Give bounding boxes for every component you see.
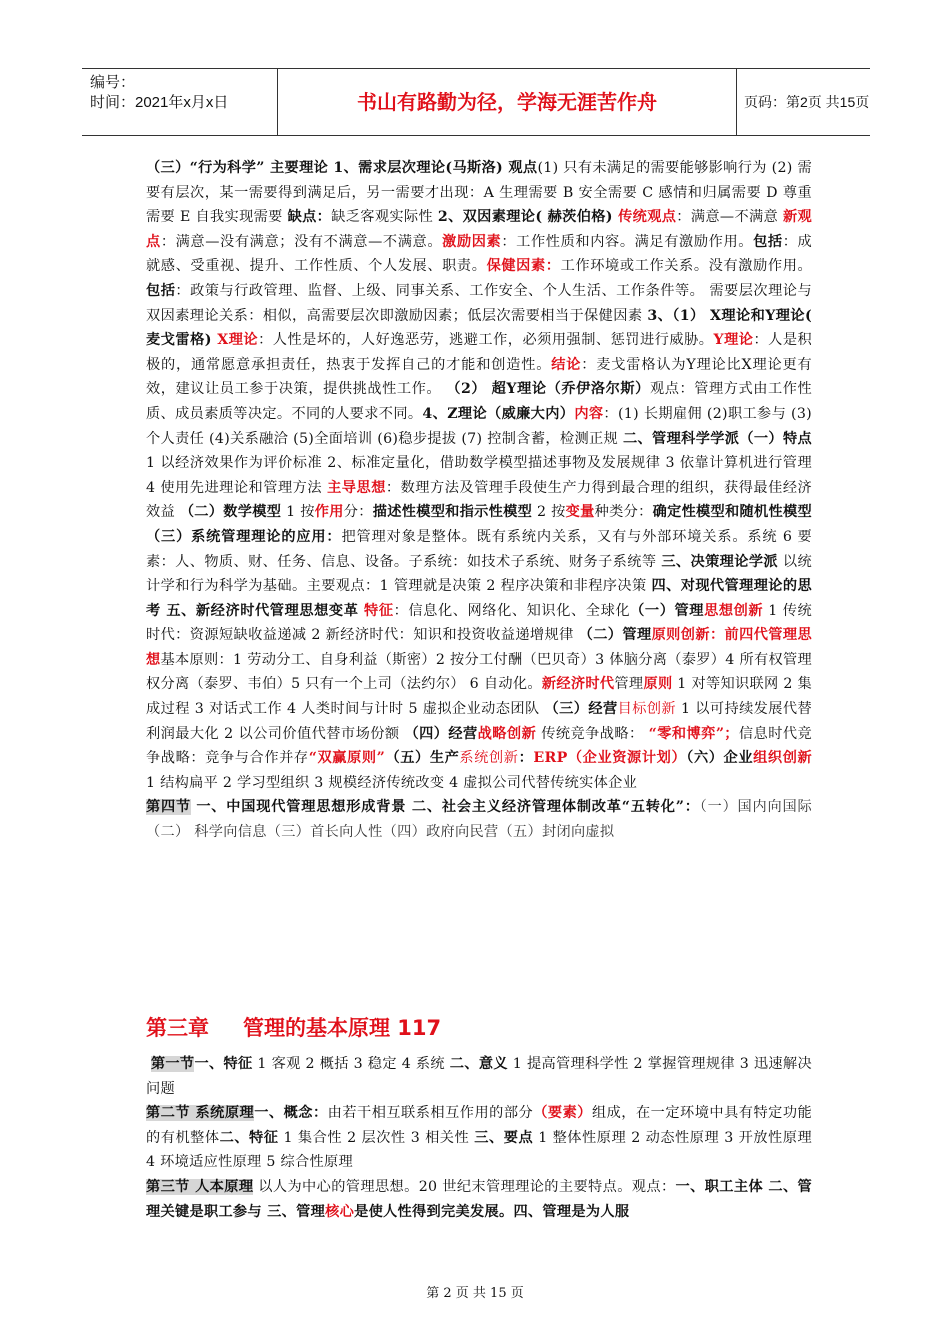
label-motivators: 激励因素: [442, 233, 502, 250]
heading-management-science: 二、管理科学学派（一）特点: [622, 430, 812, 447]
text: ：满意—不满意: [676, 209, 783, 226]
text: 1 集合性 2 层次性 3 相关性: [278, 1129, 475, 1146]
label-new-economy-era: 新经济时代: [541, 676, 615, 693]
bold-text: 一、职工主体 二、管理关键是职工参与 三、管理: [146, 1178, 813, 1220]
label-elements: （要素）: [533, 1105, 592, 1122]
heading-xy-theory: 3、（1） X理论和Y理论( 麦戈雷格): [146, 307, 812, 349]
heading-maslow: （三）“行为科学” 主要理论 1、需求层次理论(马斯洛) 观点: [146, 160, 538, 176]
text: 基本原则：1 劳动分工、自身利益（斯密）2 按分工付酬（巴贝奇）3 体脑分离（泰罗）4 所有权管理权分离（泰罗、韦伯）5 只有一个上司（法约尔） 6 自动化。: [146, 651, 812, 693]
heading-super-y: （2） 超Y理论（乔伊洛尔斯）: [446, 381, 650, 398]
label-erp: ERP（企业资源计划）: [533, 750, 687, 767]
text: 1 以经济效果作为评价标准 2、标准定量化，借助数学模型描述事物及发展规律 3 依靠计算机进行管理 4 使用先进理论和管理方法: [146, 455, 812, 496]
text: 种类分：: [594, 504, 653, 521]
paragraph-section4: [146, 795, 812, 844]
paragraph-section3: [146, 1175, 812, 1224]
text: ：数理方法及管理手段使生产力得到最合理的组织，获得最佳经济效益: [146, 479, 813, 521]
text: 组成，在一定环境中具有特定功能的有机整体: [146, 1105, 812, 1146]
text: 1 提高管理科学性 2 掌握管理规律 3 迅速解决问题: [146, 1056, 812, 1097]
bold-text: （一）管理: [630, 602, 705, 619]
heading-system-theory: 确定性模型和随机性模型（三）系统管理理论的应用：: [146, 504, 812, 545]
label-principle: 原则: [643, 676, 673, 693]
text: 1 对等知识联网 2 集成过程 3 对话式工作 4 人类时间与计时 5 虚拟企业动态团队: [146, 676, 812, 718]
label-includes: 包括: [753, 233, 783, 250]
heading-herzberg: 2、双因素理论( 赫茨伯格): [437, 209, 619, 226]
label-thought-innovation: 思想创新: [704, 602, 764, 619]
text: 以统计学和行为科学为基础。主要观点：1 管理就是决策 2 程序决策和非程序决策: [146, 553, 812, 595]
text: 1 结构扁平 2 学习型组织 3 规模经济传统改变 4 虚拟公司代替传统实体企业: [146, 774, 638, 791]
text: 1 整体性原理 2 动态性原理 3 开放性原理 4 环境适应性原理 5 综合性原理: [146, 1129, 812, 1171]
bold-text: （六）企业: [686, 750, 754, 767]
heading-z-theory: 4、Z理论（威廉大内）: [422, 405, 575, 422]
heading-concept: 一、概念：: [254, 1105, 328, 1122]
label-core: 核心: [325, 1203, 355, 1220]
text: ：满意—没有满意；没有不满意—不满意。: [160, 233, 443, 250]
text: ：人是积极的，通常愿意承担责任，热衷于发挥自己的才能和创造性。: [146, 332, 813, 373]
header-page-label: 页码：第2页 共15页: [744, 94, 870, 110]
heading-math-model: （二）数学模型: [179, 504, 282, 521]
label-function: 作用: [314, 504, 344, 521]
header-meta: [82, 69, 278, 135]
text: 观点：管理方式由工作性质、成员素质等决定。不同的人要求不同。: [146, 381, 813, 422]
header-motto: 书山有路勤为径，学海无涯苦作舟: [278, 69, 737, 135]
heading-features: 一、特征: [194, 1056, 253, 1072]
heading-new-economy: 四、对现代管理理论的思考 五、新经济时代管理思想变革: [146, 578, 812, 619]
text: (1) 只有未满足的需要能够影响行为 (2) 需要有层次，某一需要得到满足后，另一需要才出现：A 生理需要 B 安全需要 C 感情和归属需要 D 尊重需要 E 自我实现需要: [146, 160, 812, 226]
text: ：人性是坏的，人好逸恶劳，逃避工作，必须用强制、惩罚进行威胁。: [258, 332, 714, 349]
label-includes: 包括: [146, 282, 176, 299]
label-new-view: 新观点: [146, 209, 812, 250]
paragraph-behavioral: [146, 156, 812, 795]
section-label-2: 第二节 系统原理: [146, 1105, 255, 1122]
label-content: 内容: [574, 405, 604, 422]
text: 1 客观 2 概括 3 稳定 4 系统: [252, 1056, 450, 1072]
page-footer: 第 2 页 共 15 页: [426, 1286, 524, 1301]
bold-text: （二）管理: [578, 627, 652, 644]
text: 管理: [614, 676, 644, 693]
section-label-1: 第一节: [150, 1056, 195, 1072]
heading-china-management: 一、中国现代管理思想形成背景 二、社会主义经济管理体制改革“五转化”：: [196, 799, 700, 816]
chapter-heading: [146, 1012, 441, 1042]
chapter-title: 管理的基本原理 117: [243, 1016, 442, 1040]
section-label-4: 第四节: [146, 799, 191, 816]
text: 信息时代竞争战略：竞争与合作并存: [146, 725, 812, 767]
label-hygiene: 保健因素：: [486, 258, 561, 275]
bold-text: （五）生产: [385, 750, 460, 767]
label-variable: 变量: [565, 504, 595, 521]
bold-text: （四）经营: [404, 725, 478, 742]
header-date-label: 时间：2021年x月x日: [90, 94, 229, 111]
text: 把管理对象是整体。既有系统内关系，又有与外部环境关系。系统 6 要素：人、物质、财、任务、信息、设备。子系统：如技术子系统、财务子系统等: [146, 528, 812, 570]
text: 1 传统时代：资源短缺收益递减 2 新经济时代：知识和投资收益递增规律: [146, 602, 813, 644]
text: ：: [518, 750, 534, 767]
page-header: [82, 68, 870, 136]
text: ：工作性质和内容。满足有激励作用。: [501, 233, 754, 250]
bold-text: （三）经营: [544, 701, 618, 718]
label-win-win: “双赢原则”: [308, 750, 386, 767]
text: ：信息化、网络化、知识化、全球化: [393, 602, 631, 619]
label-strategy-innovation: 战略创新: [477, 725, 537, 742]
label-traditional-view: 传统观点: [618, 209, 677, 226]
text: 1 以可持续发展代替利润最大化 2 以公司价值代替市场份额: [146, 701, 812, 742]
bold-text: 是使人性得到完美发展。四、管理是为人服: [354, 1203, 630, 1220]
text: 传统竞争战略：: [536, 725, 649, 742]
text: 由若干相互联系相互作用的部分: [327, 1105, 534, 1122]
section-label-3: 第三节 人本原理: [146, 1178, 254, 1195]
header-number-label: 编号：: [90, 74, 136, 91]
paragraph-section1: [146, 1052, 812, 1101]
text: ：(1) 长期雇佣 (2)职工参与 (3)个人责任 (4)关系融洽 (5)全面培训 (6)稳步提拔 (7) 控制含蓄，检测正规: [146, 405, 813, 447]
text: 分：: [343, 504, 373, 521]
text: 1 按: [281, 504, 315, 521]
text: ：麦戈雷格认为Y理论比X理论更有效，建议让员工参于决策，提供挑战性工作。: [146, 356, 812, 398]
label-leading-idea: 主导思想: [327, 479, 386, 496]
text: 工作环境或工作关系。没有激励作用。: [560, 258, 813, 275]
section-basic-principles: [146, 1052, 812, 1224]
label-principle-innovation: 原则创新：前四代管理思想: [146, 627, 812, 668]
text: 以人为中心的管理思想。20 世纪末管理理论的主要特点。观点：: [253, 1178, 676, 1195]
heading-features: 二、特征: [219, 1129, 279, 1146]
label-system-innovation: 系统创新: [459, 750, 519, 767]
label-features: 特征: [364, 602, 394, 619]
chapter-number: 第三章: [146, 1016, 209, 1040]
text: ：成就感、受重视、提升、工作性质、个人发展、职责。: [146, 233, 813, 275]
section-behavioral-science: [146, 156, 812, 845]
text: 缺乏客观实际性: [331, 209, 438, 226]
label-drawback: 缺点：: [287, 209, 332, 226]
text: 2 按: [532, 504, 566, 521]
text: ：政策与行政管理、监督、上级、同事关系、工作安全、个人生活、工作条件等。 需要层次理论与双因素理论关系：相似，高需要层次即激励因素；低层次需要相当于保健因素: [146, 282, 812, 324]
label-x-theory: X理论: [217, 332, 259, 349]
heading-significance: 二、意义: [449, 1056, 508, 1072]
heading-decision-theory: 三、决策理论学派: [661, 553, 779, 570]
paragraph-section2: [146, 1101, 812, 1175]
label-zero-sum: “零和博弈”；: [648, 725, 739, 742]
label-y-theory: Y理论: [713, 332, 754, 349]
label-org-innovation: 组织创新: [753, 750, 812, 767]
label-goal-innovation: 目标创新: [617, 701, 677, 718]
bold-text: 描述性模型和指示性模型: [372, 504, 533, 521]
heading-key-points: 三、要点: [474, 1129, 534, 1146]
label-conclusion: 结论: [551, 356, 582, 373]
text: （一）国内向国际（二） 科学向信息（三）首长向人性（四）政府向民营（五）封闭向虚拟: [146, 799, 813, 841]
